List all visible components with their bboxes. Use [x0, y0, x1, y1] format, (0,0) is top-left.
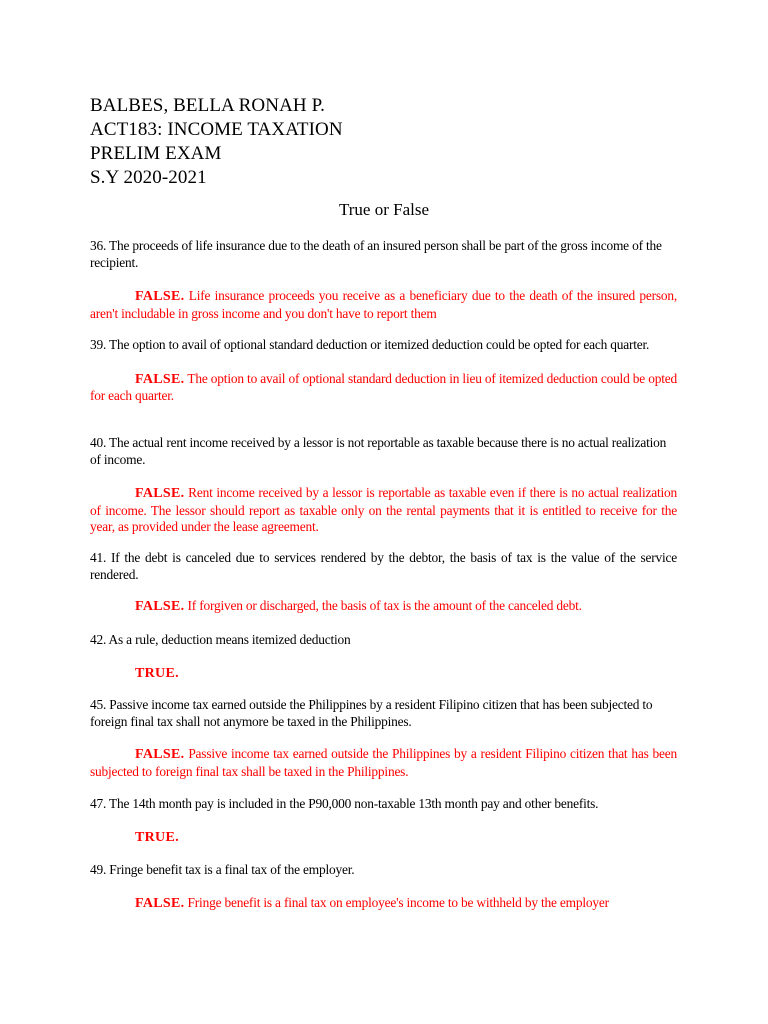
answer-verdict: FALSE.: [135, 747, 185, 762]
question-text: 41. If the debt is canceled due to services rendered by the debtor, the basis of tax is the value of the service rendered.: [90, 550, 677, 582]
qa-item-47: [90, 796, 677, 846]
answer-text: [90, 746, 677, 780]
question-text: 36. The proceeds of life insurance due to the death of an insured person shall be part of the gross income of the recipient.: [90, 238, 662, 270]
answer-text: [90, 485, 677, 536]
qa-item-42: [90, 632, 677, 682]
answer-explanation: Fringe benefit is a final tax on employee's income to be withheld by the employer: [187, 894, 609, 910]
answer-verdict: FALSE.: [135, 486, 185, 501]
answer-verdict: FALSE.: [135, 371, 185, 387]
student-name: BALBES, BELLA RONAH P.: [90, 95, 325, 116]
course-title: ACT183: INCOME TAXATION: [90, 119, 343, 140]
question-text: 47. The 14th month pay is included in the P90,000 non-taxable 13th month pay and other benefits.: [90, 796, 599, 811]
answer-verdict: FALSE.: [135, 599, 185, 614]
answer-text: [90, 371, 677, 405]
answer-explanation: Life insurance proceeds you receive as a beneficiary due to the death of the insured person, aren't includable in gross income and you don't have to report them: [90, 288, 677, 321]
section-title: True or False: [338, 200, 430, 219]
question-text: 42. As a rule, deduction means itemized deduction: [90, 632, 351, 647]
answer-verdict: FALSE.: [135, 895, 185, 911]
document-header: [90, 94, 343, 190]
question-text: 45. Passive income tax earned outside the Philippines by a resident Filipino citizen that has been subjected to foreign final tax shall not anymore be taxed in the Philippines.: [90, 697, 653, 729]
answer-text: [90, 598, 677, 616]
answer-text: [90, 829, 677, 847]
exam-title: PRELIM EXAM: [90, 143, 222, 164]
answer-text: [90, 288, 677, 322]
qa-item-41: [90, 550, 677, 616]
question-text: 40. The actual rent income received by a lessor is not reportable as taxable because there is no actual realization of income.: [90, 435, 667, 467]
answer-explanation: The option to avail of optional standard deduction in lieu of itemized deduction could be opted for each quarter.: [90, 370, 677, 403]
qa-item-39: [90, 337, 677, 405]
qa-item-36: [90, 238, 677, 322]
answer-verdict: FALSE.: [135, 289, 185, 304]
qa-item-49: [90, 862, 677, 912]
school-year: S.Y 2020-2021: [90, 167, 207, 188]
answer-explanation: Rent income received by a lessor is reportable as taxable even if there is no actual realization of income. The lessor should report as taxable only on the rental payments that it is entitled to receive for the year, as provided under the lease agreement.: [90, 485, 677, 534]
qa-item-45: [90, 697, 677, 780]
question-text: 39. The option to avail of optional standard deduction or itemized deduction could be opted for each quarter.: [90, 337, 650, 352]
qa-item-40: [90, 435, 677, 536]
answer-text: [90, 665, 677, 683]
answer-text: [90, 895, 677, 913]
question-text: 49. Fringe benefit tax is a final tax of the employer.: [90, 862, 355, 877]
answer-explanation: If forgiven or discharged, the basis of tax is the amount of the canceled debt.: [187, 598, 582, 613]
answer-verdict: TRUE.: [135, 665, 179, 681]
answer-explanation: Passive income tax earned outside the Philippines by a resident Filipino citizen that has been subjected to foreign final tax shall be taxed in the Philippines.: [90, 746, 677, 779]
answer-verdict: TRUE.: [135, 829, 179, 845]
